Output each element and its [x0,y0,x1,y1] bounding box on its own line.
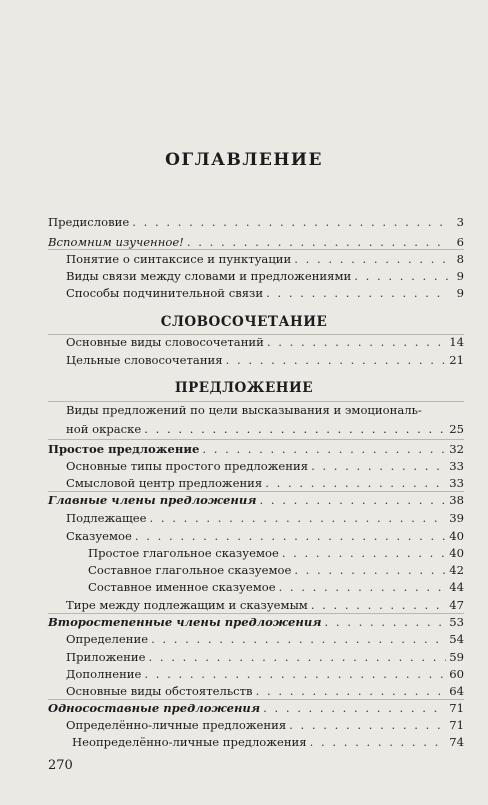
toc-row-one-part[interactable] [48,699,464,717]
page-number: 270 [48,758,73,773]
toc-row-apposition[interactable] [66,648,464,666]
leader-dots [294,561,446,579]
toc-page: 25 [449,422,464,436]
toc-page: 33 [449,459,464,473]
leader-dots [132,213,449,231]
toc-row-dash[interactable] [66,596,464,614]
toc-page: 6 [456,235,464,249]
toc-row-preface[interactable] [48,213,464,231]
leader-dots [279,578,447,596]
toc-row-adverbials[interactable] [66,682,464,700]
leader-dots [282,544,446,562]
leader-dots [289,716,446,734]
toc-row-center[interactable] [66,474,464,492]
toc-row-subject[interactable] [66,509,464,527]
toc-row-comp-verb[interactable] [88,561,464,579]
toc-title: Способы подчинительной связи [66,286,264,300]
toc-title: Второстепенные члены предложения [48,615,322,629]
toc-page: 60 [449,667,464,681]
toc-title: Главные члены предложения [48,493,257,507]
toc-title: Цельные словосочетания [66,353,223,367]
toc-row-predicate[interactable] [66,527,464,545]
leader-dots [354,267,449,285]
toc-title: Подлежащее [66,511,147,525]
leader-dots [135,527,446,545]
leader-dots [267,333,446,351]
leader-dots [311,457,446,475]
leader-dots [148,648,446,666]
toc-page: 59 [449,650,464,664]
toc-title: Сказуемое [66,529,132,543]
toc-row-def-personal[interactable] [66,716,464,734]
toc-title: Виды связи между словами и предложениями [66,269,352,283]
toc-title-line2: ной окраске [66,422,142,436]
toc-page: 9 [456,269,464,283]
toc-title: Смысловой центр предложения [66,476,263,490]
toc-row-secondary[interactable] [48,613,464,631]
word-combination-heading: СЛОВОСОЧЕТАНИЕ [160,314,328,330]
toc-page: 47 [449,598,464,612]
toc-row-object[interactable] [66,665,464,683]
toc-row-links[interactable] [66,267,464,285]
toc-page: 39 [449,511,464,525]
leader-dots [150,509,447,527]
toc-title: Определение [66,632,149,646]
toc-title: Основные виды словосочетаний [66,335,264,349]
toc-row-simple[interactable] [48,440,464,458]
leader-dots [266,284,449,302]
leader-dots [260,491,447,509]
toc-row-simple-verb[interactable] [88,544,464,562]
toc-title-line1: Виды предложений по цели высказывания и эмоциональ- [66,403,422,417]
toc-title: Предисловие [48,215,130,229]
toc-title: Неопределённо-личные предложения [72,735,307,749]
toc-title: Основные типы простого предложения [66,459,309,473]
toc-row-simple-types[interactable] [66,457,464,475]
toc-page: 44 [449,580,464,594]
toc-page: 71 [449,718,464,732]
leader-dots [151,630,446,648]
toc-row-sent-types[interactable] [66,401,464,439]
toc-page: 53 [449,615,464,629]
toc-title: Простое предложение [48,442,200,456]
toc-page: 21 [449,353,464,367]
toc-title: Составное именное сказуемое [88,580,276,594]
toc-title: Приложение [66,650,146,664]
leader-dots [144,665,446,683]
toc-title: Односоставные предложения [48,701,261,715]
sentence-heading: ПРЕДЛОЖЕНИЕ [174,380,314,396]
toc-title: Определённо-личные предложения [66,718,287,732]
toc-title: Тире между подлежащим и сказуемым [66,598,308,612]
toc-row-wc-types[interactable] [66,333,464,351]
leader-dots [311,596,446,614]
toc-row-syntax[interactable] [66,250,464,268]
leader-dots [226,351,447,369]
leader-dots [325,613,447,631]
toc-page: 33 [449,476,464,490]
leader-dots [144,420,446,439]
toc-row-attribute[interactable] [66,630,464,648]
toc-title: Простое глагольное сказуемое [88,546,279,560]
toc-title: Понятие о синтаксисе и пунктуации [66,252,292,266]
toc-row-indef-personal[interactable] [72,733,464,751]
toc-page: 9 [456,286,464,300]
leader-dots [256,682,447,700]
toc-page: 64 [449,684,464,698]
toc-page: 54 [449,632,464,646]
toc-title: Основные виды обстоятельств [66,684,253,698]
toc-row-wc-whole[interactable] [66,351,464,369]
leader-dots [310,733,447,751]
toc-row-main-members[interactable] [48,491,464,509]
leader-dots [265,474,446,492]
toc-page: 40 [449,546,464,560]
toc-page: 74 [449,735,464,749]
leader-dots [263,699,446,717]
leader-dots [294,250,449,268]
toc-title: Дополнение [66,667,142,681]
toc-page: 40 [449,529,464,543]
toc-title: Вспомним изученное! [48,235,184,249]
bleed-through-decoration [40,38,460,51]
leader-dots [202,440,446,458]
contents-heading: ОГЛАВЛЕНИЕ [165,150,323,170]
toc-page: 32 [449,442,464,456]
toc-page: 14 [449,335,464,349]
toc-page: 38 [449,493,464,507]
toc-page: 8 [456,252,464,266]
toc-row-subord[interactable] [66,284,464,302]
toc-page: 3 [456,215,464,229]
toc-row-comp-nom[interactable] [88,578,464,596]
toc-page: 71 [449,701,464,715]
toc-page: 42 [449,563,464,577]
toc-title: Составное глагольное сказуемое [88,563,292,577]
